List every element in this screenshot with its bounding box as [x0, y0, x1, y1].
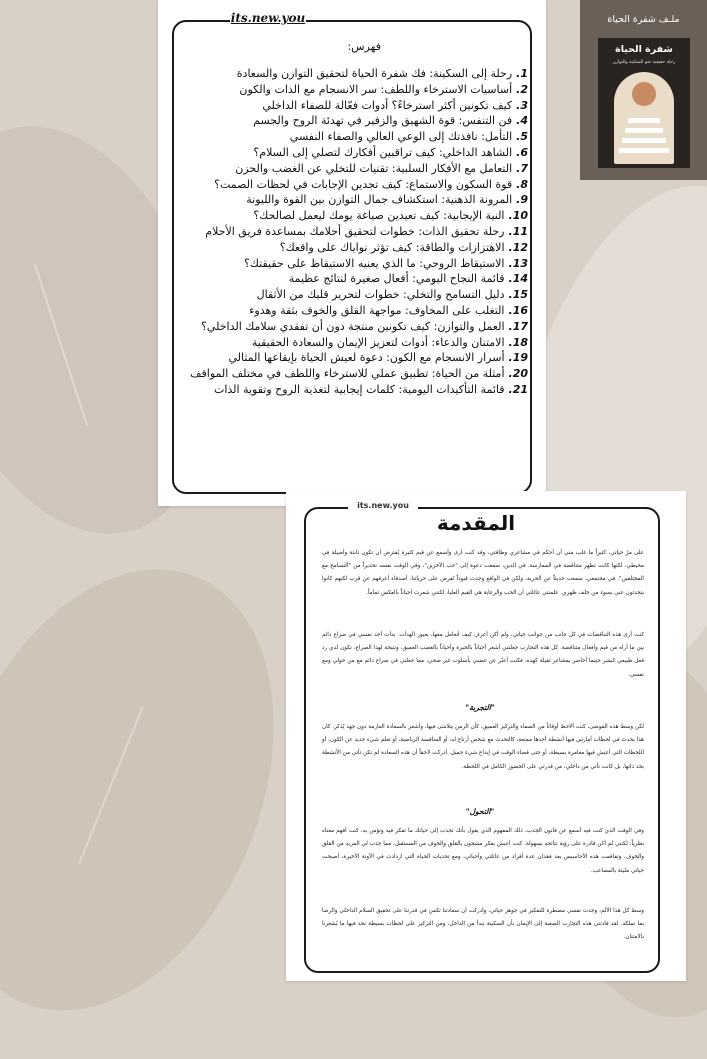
- toc-item-label: التأمل: نافذتك إلى الوعي العالي والصفاء النفسي: [289, 130, 513, 144]
- toc-item-number: 7.: [516, 161, 528, 175]
- paragraph: لكن وسط هذه الفوضى، كنت ألاحظ أوقاتاً من الصفاء والتركيز العميق، كأن الزمن يتلاشى فيها، وأشعر بالسعادة العارمة دون جهد يُذكر. كان هذا يحدث في لحظات أمارس فيها أنشطة أجدها ممتعة، كالتحدث مع شخص أرتاح له، أو المنافسة الرياضية، أو تعلم شيء جديد عن الكون، أو اللحظات التي أعيش فيها مغامرة بسيطة، أو حتى قضاء الوقت في إبداع شيء جميل. أدركت لاحقاً أن هذه السعادة لم تكن تأتي من الأنشطة بحد ذاتها، بل كانت تأتي من داخلي، من قدرتي على الحضور الكامل في اللحظة.: [322, 724, 644, 770]
- introduction-page: [286, 491, 686, 981]
- toc-item-label: قائمة النجاح اليومي: أفعال صغيرة لنتائج عظيمة: [288, 272, 505, 286]
- toc-item[interactable]: [190, 240, 528, 256]
- toc-item[interactable]: [190, 271, 528, 287]
- toc-item-number: 1.: [516, 67, 528, 80]
- toc-item-label: قائمة التأكيدات اليومية: كلمات إيجابية لتغذية الروح وتقوية الذات: [213, 382, 505, 396]
- index-heading: فهرس:: [347, 40, 381, 53]
- toc-item-label: الشاهد الداخلي: كيف تراقبين أفكارك لتصلي إلى السلام؟: [253, 145, 513, 159]
- sun-icon: [632, 82, 656, 106]
- cover-illustration: [614, 72, 674, 164]
- toc-item-number: 10.: [508, 209, 528, 223]
- toc-item[interactable]: [190, 319, 528, 335]
- stair-step: [628, 118, 660, 123]
- stair-step: [622, 138, 666, 143]
- toc-item-number: 13.: [508, 256, 528, 270]
- toc-item[interactable]: [190, 192, 528, 208]
- toc-item-label: دليل التسامح والتخلي: خطوات لتحرير قلبك من الأثقال: [256, 288, 505, 302]
- toc-item-number: 18.: [508, 335, 528, 349]
- toc-item[interactable]: [190, 177, 528, 193]
- table-of-contents: [190, 66, 528, 398]
- toc-item-label: التغلب على المخاوف: مواجهة القلق والخوف بثقة وهدوء: [249, 303, 505, 317]
- book-cover: [598, 38, 690, 168]
- toc-item[interactable]: [190, 208, 528, 224]
- toc-item[interactable]: [190, 256, 528, 272]
- toc-item-label: النية الإيجابية: كيف تعيدين صياغة يومك ليعمل لصالحك؟: [253, 209, 505, 223]
- toc-item-label: الاستيقاظ الروحي: ما الذي يعنيه الاستيقاظ على حقيقتك؟: [244, 256, 505, 270]
- toc-item-number: 20.: [508, 367, 528, 381]
- toc-item-number: 17.: [508, 319, 528, 333]
- toc-item-number: 4.: [516, 114, 528, 128]
- section-heading: "التحول": [465, 807, 495, 816]
- toc-item[interactable]: [190, 287, 528, 303]
- cover-title: شفرة الحياة: [615, 44, 673, 55]
- toc-item[interactable]: [190, 224, 528, 240]
- toc-item[interactable]: [190, 66, 528, 82]
- toc-item-label: أمثلة من الحياة: تطبيق عملي للاسترخاء واللطف في مختلف المواقف: [190, 367, 505, 381]
- toc-item-label: فن التنفس: قوة الشهيق والزفير في تهدئة الروح والجسم: [253, 114, 513, 128]
- toc-item-label: أساسيات الاسترخاء واللطف: سر الانسجام مع الذات والكون: [239, 82, 513, 96]
- toc-item-number: 2.: [516, 82, 528, 96]
- toc-item-number: 9.: [516, 193, 528, 207]
- toc-item-number: 12.: [508, 240, 528, 254]
- book-thumbnail[interactable]: [580, 0, 707, 180]
- toc-item[interactable]: [190, 382, 528, 398]
- stair-step: [625, 128, 663, 133]
- toc-item-number: 16.: [508, 303, 528, 317]
- toc-item-label: الامتنان والدعاء: أدوات لتعزيز الإيمان والسعادة الحقيقية: [251, 335, 505, 349]
- toc-item[interactable]: [190, 161, 528, 177]
- stair-step: [619, 148, 669, 153]
- brand-logo: its.new.you: [230, 11, 306, 25]
- cover-subtitle: رحلة حقيقية نحو السكينة والتوازن: [612, 60, 676, 65]
- paragraph: على مرّ حياتي، كثيراً ما غلب مني أن أحكم في مشاعري وطاقتي، وقد كنت أرى وأسمع عن قيم كثيرة يُفترض أن تكون ثابتة وأصيلة في محيطي، لكنها كانت تظهر متناقضة في الممارسة. في الدين، سمعت دعوة إلى "حب الآخرين"، وفي الوقت نفسه تحذيراً من "التسامح مع المختلفين". في مجتمعي، سمعت حديثاً عن الحرية، ولكن في الواقع وجدت قيوداً تُفرض على حرياتنا. أصدقاء أعرفهم عن قرب لكنهم كانوا يتحدثون عني بسوء من خلف ظهري. علمتني عائلتي أن الحب والرعاية هي القيم العليا، لكنني شعرت أحياناً بالعكس تماماً.: [322, 550, 644, 596]
- toc-item-number: 21.: [508, 382, 528, 396]
- toc-item[interactable]: [190, 82, 528, 98]
- toc-item[interactable]: [190, 366, 528, 382]
- toc-item-number: 15.: [508, 288, 528, 302]
- toc-item-label: التعامل مع الأفكار السلبية: تقنيات للتخلي عن الغضب والحزن: [235, 161, 513, 175]
- brand-logo-partial: its.new.you: [348, 501, 418, 511]
- toc-item[interactable]: [190, 98, 528, 114]
- toc-item[interactable]: [190, 129, 528, 145]
- toc-item-number: 6.: [516, 145, 528, 159]
- toc-item-label: أسرار الانسجام مع الكون: دعوة لعيش الحياة بإيقاعها المثالي: [228, 351, 505, 365]
- toc-item-label: رحلة تحقيق الذات: خطوات لتحقيق أحلامك بمساعدة فريق الأحلام: [205, 224, 505, 238]
- toc-item-number: 14.: [508, 272, 528, 286]
- toc-item-label: كيف تكونين أكثر استرخاءً؟ أدوات فعّالة للصفاء الداخلي: [262, 98, 513, 112]
- toc-item[interactable]: [190, 113, 528, 129]
- toc-item-number: 11.: [508, 224, 528, 238]
- toc-item-label: المرونة الذهنية: استكشاف جمال التوازن بين القوة والليونة: [246, 193, 513, 207]
- toc-item-number: 3.: [516, 98, 528, 112]
- toc-item-label: قوة السكون والاستماع: كيف تجدين الإجابات في لحظات الصمت؟: [214, 177, 513, 191]
- toc-item-label: العمل والتوازن: كيف تكونين منتجة دون أن تفقدي سلامك الداخلي؟: [201, 319, 505, 333]
- toc-item[interactable]: [190, 303, 528, 319]
- toc-item-number: 5.: [516, 130, 528, 144]
- introduction-title: المقدمة: [436, 511, 516, 535]
- toc-item-number: 8.: [516, 177, 528, 191]
- toc-item[interactable]: [190, 350, 528, 366]
- toc-item[interactable]: [190, 145, 528, 161]
- toc-item[interactable]: [190, 335, 528, 351]
- section-heading: "التجربة": [465, 703, 495, 712]
- background-leaf: [0, 521, 335, 1059]
- paragraph: كنت أرى هذه التناقضات في كل جانب من جوانب حياتي، ولم أكن أعرف كيف أتعامل معها، بعيور الهدأت. بدأت أجد نفسي في صراع دائم بين ما أراه من قيم وأفعال متناقضة. كل هذه التجارب جعلتني أشعر أحياناً بالحيرة وأحياناً بالغضب العميق، ونتيجة لهذا الصراع، تكون لدي رد فعل طبيعي كبشر حينما أحاصر بمشاعر ثقيلة كهذه، فكنت أعبّر عن غضبي بأسلوب غير صحي، مما جعلني في صراع دائم مع من حولي ومع نفسي.: [322, 632, 644, 678]
- thumbnail-label: ملـف شفرة الحياة: [607, 14, 680, 25]
- toc-item-label: الاهتزازات والطاقة: كيف تؤثر نواياك على واقعك؟: [279, 240, 505, 254]
- toc-item-number: 19.: [508, 351, 528, 365]
- toc-item-label: رحلة إلى السكينة: فك شفرة الحياة لتحقيق التوازن والسعادة: [236, 67, 513, 80]
- paragraph: وفي الوقت الذي كنت فيه أسمع عن قانون الجذب، ذلك المفهوم الذي يقول بأنك تجذب إلى حياتك ما تفكر فيه وتؤمن به، كنت أفهم معناه نظرياً، لكنني لم أكن قادرة على رؤية نتائجه بسهولة. كنت أعيش بفكر مشحون بالقلق والخوف من المستقبل، مما جذب لي المزيد من القلق والخوف، وتفاقمت هذه الأحاسيس بعد فقدان عدة أفراد من عائلتي وأحبائي، ومع تحديات الحياة التي ازدادت في الآونة الأخيرة، أصبحت حياتي مليئة بالمصاعب.: [322, 828, 644, 874]
- index-page: [158, 0, 546, 506]
- paragraph: وسط كل هذا الألم، وجدت نفسي مضطرة للتفكير في جوهر حياتي، وأدركت أن سعادتنا تكمن في قدرتنا على تحقيق السلام الداخلي والرضا بما نملكه. لقد قادتني هذه التجارب الصعبة إلى الإيمان بأن السكينة تبدأ من الداخل، ومن التركيز على لحظات بسيطة نجد فيها ما يُشعرنا بالامتنان.: [322, 908, 644, 941]
